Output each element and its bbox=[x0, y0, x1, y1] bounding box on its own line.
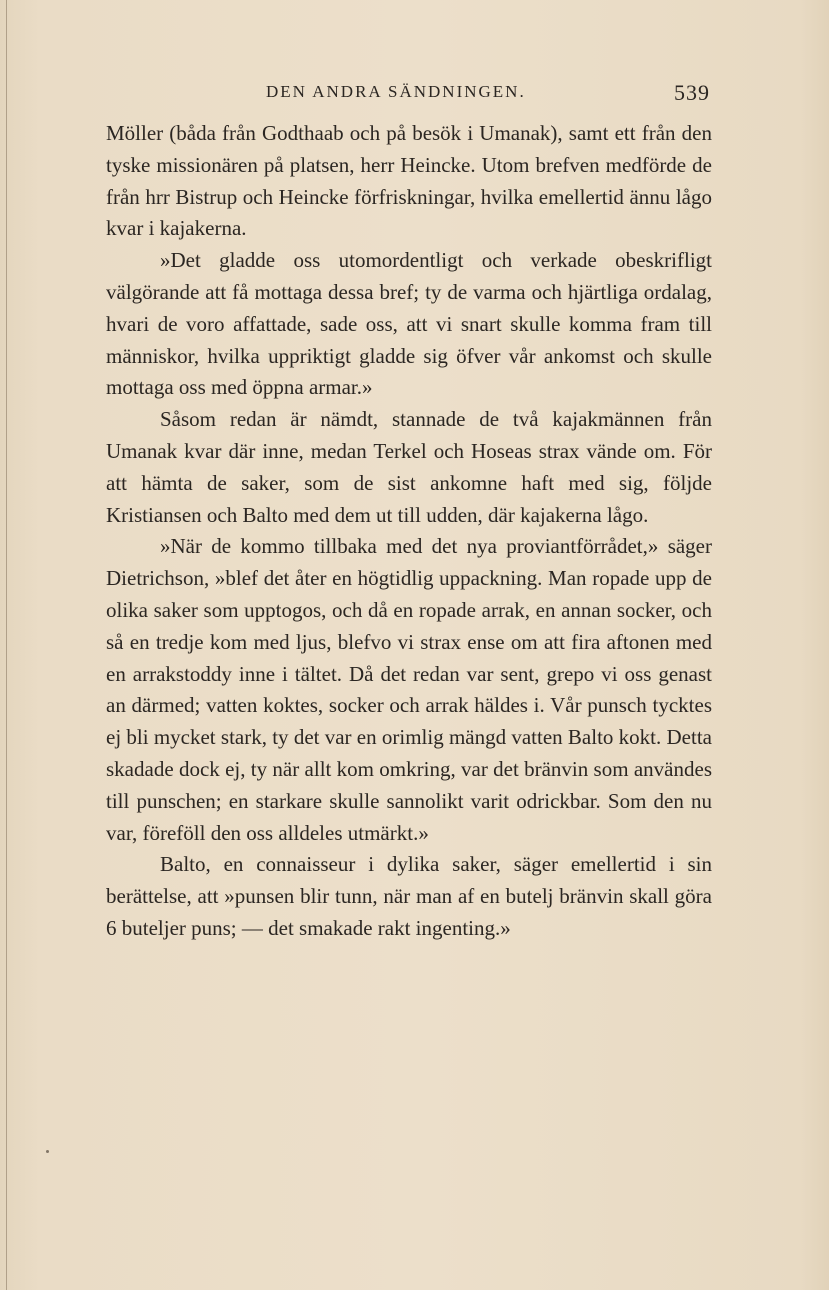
page-header bbox=[106, 80, 712, 110]
paragraph: Balto, en connaisseur i dylika saker, säger emellertid i sin berättelse, att »punsen blir tunn, när man af en butelj bränvin skall göra 6 buteljer puns; — det smakade rakt ingenting.» bbox=[106, 852, 712, 940]
paragraph: Såsom redan är nämdt, stannade de två kajakmännen från Umanak kvar där inne, medan Terkel och Hoseas strax vände om. För att hämta de saker, som de sist ankomne haft med sig, följde Kristiansen och Balto med dem ut till udden, där kajakerna lågo. bbox=[106, 407, 712, 527]
page-number: 539 bbox=[674, 80, 710, 105]
paragraph: »När de kommo tillbaka med det nya proviantförrådet,» säger Dietrichson, »blef det åter en högtidlig uppackning. Man ropade upp de olika saker som upptogos, och då en ropade arrak, en annan socker, och så en tredje kom med ljus, blefvo vi strax ense om att fira aftonen med en arrakstoddy inne i tältet. Då det redan var sent, grepo vi oss genast an därmed; vatten koktes, socker och arrak häldes i. Vår punsch tycktes ej bli mycket stark, ty det var en orimlig mängd vatten Balto kokt. Detta skadade dock ej, ty när allt kom omkring, var det bränvin som användes till punschen; en starkare skulle sannolikt varit odrickbar. Som den nu var, föreföll den oss alldeles utmärkt.» bbox=[106, 534, 712, 845]
paragraph: »Det gladde oss utomordentligt och verkade obeskrifligt välgörande att få mottaga dessa bref; ty de varma och hjärtliga ordalag, hvari de voro affattade, sade oss, att vi snart skulle komma fram till människor, hvilka uppriktigt gladde sig öfver vår ankomst och skulle mottaga oss med öppna armar.» bbox=[106, 248, 712, 400]
paper-speck bbox=[46, 1150, 49, 1153]
paragraph: Möller (båda från Godthaab och på besök i Umanak), samt ett från den tyske missionären på platsen, herr Heincke. Utom brefven medförde de från hrr Bistrup och Heincke förfriskningar, hvilka emellertid ännu lågo kvar i kajakerna. bbox=[106, 121, 712, 241]
running-head: DEN ANDRA SÄNDNINGEN. bbox=[266, 82, 526, 101]
page-edge-line bbox=[6, 0, 7, 1290]
body-text bbox=[106, 118, 712, 945]
